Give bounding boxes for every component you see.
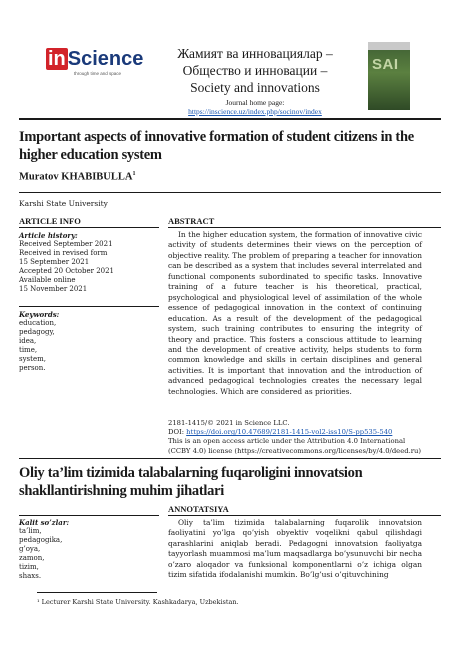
homepage-label: Journal home page: xyxy=(225,98,285,107)
journal-cover-image xyxy=(368,42,410,110)
journal-title-ru: Общество и инновации – xyxy=(182,63,328,78)
article-history xyxy=(19,231,159,294)
keyword: person. xyxy=(19,364,46,372)
keywords-label: Keywords: xyxy=(19,310,60,319)
uz-keyword: ta’lim, xyxy=(19,527,42,535)
affiliation: Karshi State University xyxy=(19,199,108,208)
history-line: Accepted 20 October 2021 xyxy=(19,267,115,275)
journal-title-uz: Жамият ва инновациялар – xyxy=(177,46,333,61)
logo-name: Science xyxy=(67,48,144,70)
keywords-block xyxy=(19,310,159,373)
uz-keywords-rule xyxy=(19,515,159,516)
keyword: system, xyxy=(19,355,46,363)
uz-keyword: pedagogika, xyxy=(19,536,63,544)
article-title: Important aspects of innovative formation of student citizens in the higher education system xyxy=(19,129,414,163)
issn-line: 2181-1415/© 2021 in Science LLC. xyxy=(168,419,290,427)
uz-abstract-text: Oliy ta’lim tizimida talabalarning fuqarolik innovatsion faoliyatini yo’lga qo’yish obyektiv voqelikni qabul qilishdagi qarashlarini aniqlab beradi. Pedagogni innovatsion faoliyatga tayyorlash muammosi ma’lum maqsadlarga bo’ysunuvchi bir necha o’zaro aloqador va funksional komponentlarni o’z ichiga olgan tizim sifatida ifodalanishi mumkin. Bo’lg’usi o’qituvchining xyxy=(168,518,422,580)
logo-prefix: in xyxy=(48,48,66,70)
doi-line xyxy=(168,428,424,437)
doi-label: DOI: xyxy=(168,428,187,437)
doi-link[interactable]: https://doi.org/10.47689/2181-1415-vol2-iss10/S-pp535-540 xyxy=(186,428,393,437)
section-rule xyxy=(19,458,441,459)
uz-keyword: tizim, xyxy=(19,563,39,571)
annotatsiya-rule xyxy=(168,515,441,516)
annotatsiya-heading: ANNOTATSIYA xyxy=(168,504,229,514)
uz-keyword: g’oya, xyxy=(19,545,41,553)
header-rule xyxy=(19,118,441,120)
uz-keyword: zamon, xyxy=(19,554,45,562)
license-block xyxy=(168,419,424,456)
footnote-rule xyxy=(37,592,157,593)
keyword: time, xyxy=(19,346,38,354)
author-name: Muratov KHABIBULLA xyxy=(19,171,133,183)
homepage-link[interactable]: https://inscience.uz/index.php/socinov/index xyxy=(188,107,322,116)
keyword: education, xyxy=(19,319,57,327)
history-label: Article history: xyxy=(19,231,78,240)
logo-tagline: through time and space xyxy=(74,71,122,76)
uz-keywords-label: Kalit so’zlar: xyxy=(19,518,70,527)
author-rule xyxy=(19,192,441,193)
abstract-heading: ABSTRACT xyxy=(168,216,215,226)
author-footnote-mark: 1 xyxy=(132,171,136,177)
uz-keyword: shaxs. xyxy=(19,572,42,580)
cover-band xyxy=(368,42,410,50)
history-line: 15 November 2021 xyxy=(19,285,88,293)
abstract-text: In the higher education system, the formation of innovative civic activity of students determines their views on the perception of objective reality. The problem of preparing a teacher for innovation can be described as a system that includes several interrelated and functional components subordinated to specific tasks. Innovative training of a future teacher is his theoretical, practical, psychological and physiological level of assimilation of the whole essence of pedagogical innovation in the context of continuing education. As a result of the development of the pedagogical system, such training contributes to ensuring the integrity of theory and practice. This fosters a conscious attitude to learning and the development of creative activity, helps students to form common knowledge and skills in certain disciplines and general activities. It is important that innovation and the introduction of advanced pedagogical technologies creates the necessary legal technologies. Which are considered as priorities. xyxy=(168,230,422,396)
history-line: 15 September 2021 xyxy=(19,258,90,266)
license-text: This is an open access article under the Attribution 4.0 International (CCBY 4.0) license (https://creativecommons.org/licenses/by/4.0/deed.ru) xyxy=(168,437,422,455)
keywords-rule xyxy=(19,306,159,307)
journal-title-en: Society and innovations xyxy=(190,80,320,95)
keyword: pedagogy, xyxy=(19,328,55,336)
journal-logo xyxy=(46,48,146,90)
history-line: Available online xyxy=(19,276,76,284)
uz-keywords-block xyxy=(19,518,159,581)
abstract-rule xyxy=(168,227,441,228)
history-line: Received in revised form xyxy=(19,249,108,257)
footnote: ¹ Lecturer Karshi State University. Kashkadarya, Uzbekistan. xyxy=(37,598,239,606)
article-info-heading: ARTICLE INFO xyxy=(19,216,81,226)
history-line: Received September 2021 xyxy=(19,240,113,248)
cover-text: SAI xyxy=(372,56,399,73)
journal-title-block xyxy=(150,45,360,116)
article-author xyxy=(19,171,135,183)
keyword: idea, xyxy=(19,337,37,345)
info-rule xyxy=(19,227,159,228)
uz-title: Oliy ta’lim tizimida talabalarning fuqaroligini innovatsion shakllantirishning muhim jihatlari xyxy=(19,465,363,499)
